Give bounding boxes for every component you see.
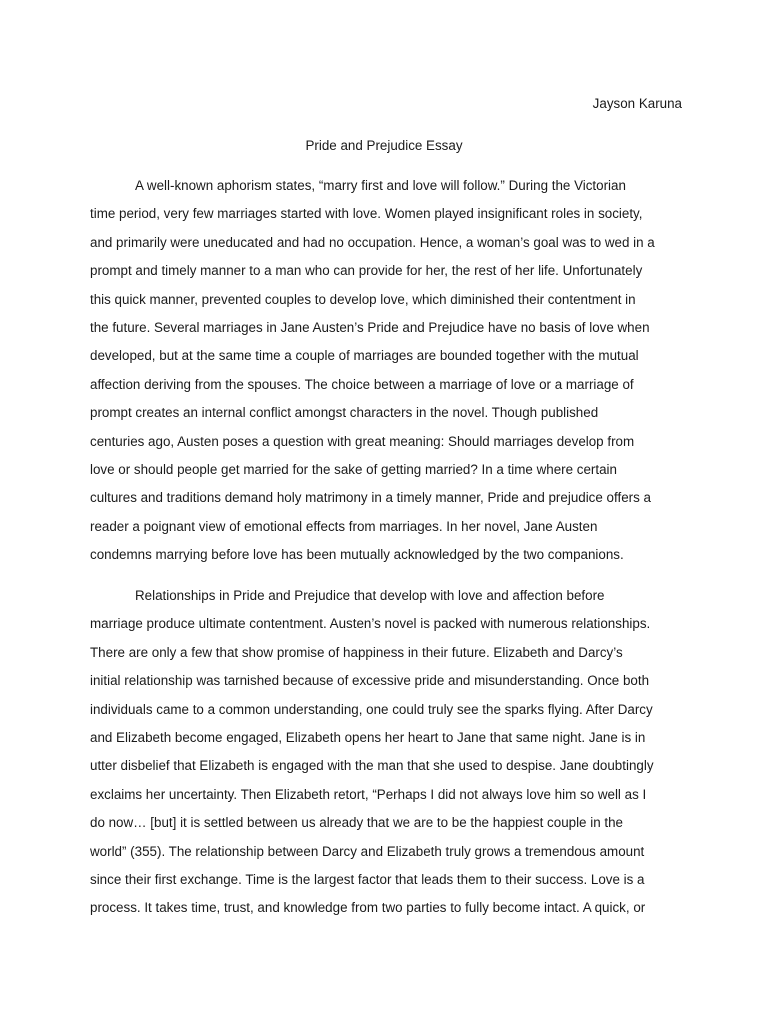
- essay-title: Pride and Prejudice Essay: [305, 138, 463, 153]
- text-line: reader a poignant view of emotional effects from marriages. In her novel, Jane Austen: [90, 518, 598, 534]
- text-line: and primarily were uneducated and had no occupation. Hence, a woman’s goal was to wed in a: [90, 234, 655, 250]
- text-line: the future. Several marriages in Jane Austen’s Pride and Prejudice have no basis of love when: [90, 320, 650, 335]
- text-line: prompt creates an internal conflict amongst characters in the novel. Though published: [90, 405, 599, 421]
- text-line: individuals came to a common understanding, one could truly see the sparks flying. After Darcy: [90, 701, 653, 717]
- text-line: world” (355). The relationship between Darcy and Elizabeth truly grows a tremendous amount: [90, 843, 645, 859]
- text-line: marriage produce ultimate contentment. Austen’s novel is packed with numerous relationships.: [90, 616, 651, 632]
- text-line: There are only a few that show promise of happiness in their future. Elizabeth and Darcy’s: [90, 644, 623, 660]
- text-line: utter disbelief that Elizabeth is engaged with the man that she used to despise. Jane doubtingly: [90, 758, 654, 774]
- text-line: since their first exchange. Time is the largest factor that leads them to their success. Love is a: [90, 872, 645, 887]
- text-line: love or should people get married for the sake of getting married? In a time where certain: [90, 462, 617, 477]
- text-line: developed, but at the same time a couple of marriages are bounded together with the mutual: [90, 348, 639, 364]
- text-line: A well-known aphorism states, “marry first and love will follow.” During the Victorian: [135, 178, 626, 193]
- text-line: this quick manner, prevented couples to develop love, which diminished their contentment in: [90, 291, 636, 307]
- text-line: affection deriving from the spouses. The choice between a marriage of love or a marriage of: [90, 376, 634, 392]
- text-line: initial relationship was tarnished because of excessive pride and misunderstanding. Once both: [90, 673, 650, 689]
- text-line: prompt and timely manner to a man who can provide for her, the rest of her life. Unfortunately: [90, 263, 643, 279]
- text-line: and Elizabeth become engaged, Elizabeth opens her heart to Jane that same night. Jane is in: [90, 730, 646, 745]
- text-line: exclaims her uncertainty. Then Elizabeth retort, “Perhaps I did not always love him so well as I: [90, 786, 647, 802]
- text-line: process. It takes time, trust, and knowledge from two parties to fully become intact. A quick, or: [90, 900, 646, 916]
- text-line: condemns marrying before love has been mutually acknowledged by the two companions.: [90, 547, 624, 563]
- text-line: Relationships in Pride and Prejudice that develop with love and affection before: [135, 588, 605, 603]
- text-line: time period, very few marriages started with love. Women played insignificant roles in society,: [90, 206, 643, 222]
- text-line: centuries ago, Austen poses a question with great meaning: Should marriages develop from: [90, 433, 635, 449]
- text-line: cultures and traditions demand holy matrimony in a timely manner, Pride and prejudice offers a: [90, 490, 651, 506]
- author-name: Jayson Karuna: [592, 96, 682, 111]
- text-line: do now… [but] it is settled between us already that we are to be the happiest couple in the: [90, 815, 623, 831]
